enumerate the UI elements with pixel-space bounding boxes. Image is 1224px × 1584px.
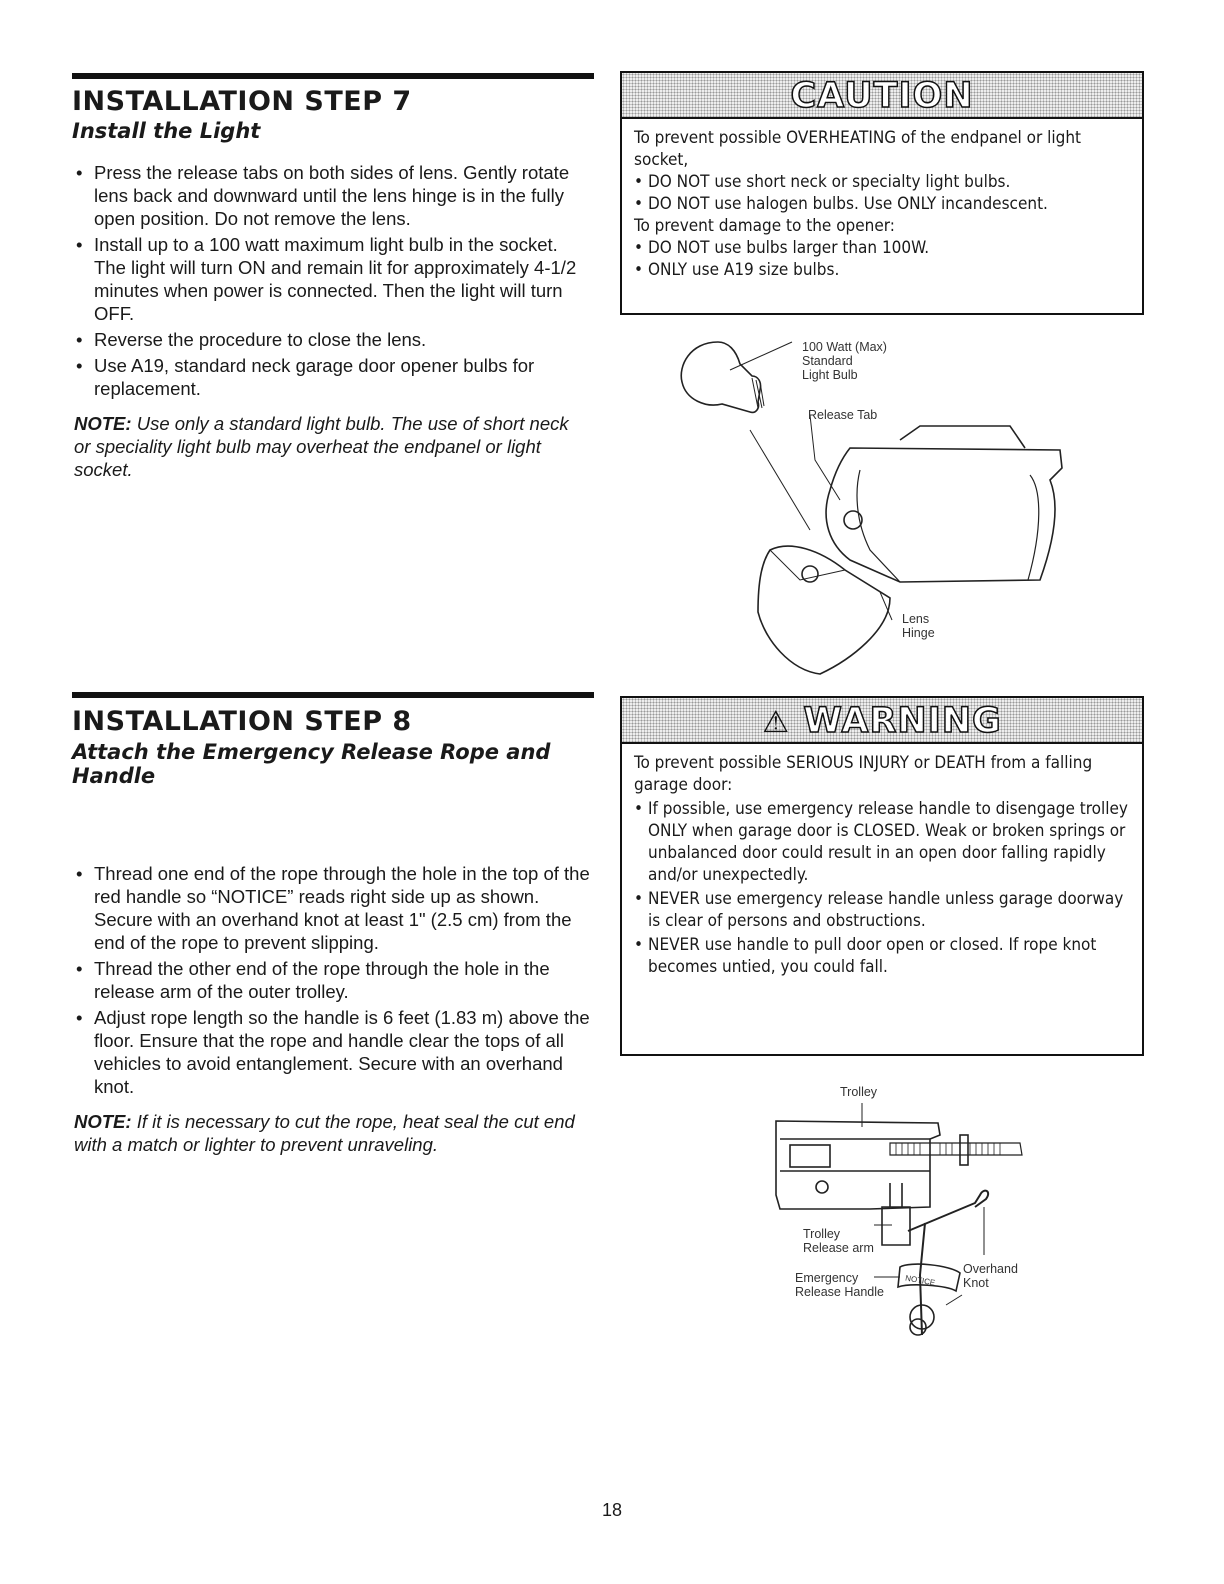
step8-note	[74, 1110, 590, 1156]
handle-label: Emergency Release Handle	[795, 1271, 884, 1299]
note-label: NOTE:	[74, 413, 132, 434]
note-text: If it is necessary to cut the rope, heat seal the cut end with a match or lighter to prevent unraveling.	[74, 1111, 575, 1155]
caution-line: To prevent possible OVERHEATING of the endpanel or light socket,	[634, 128, 1082, 170]
caution-bullet: • ONLY use A19 size bulbs.	[634, 259, 1132, 281]
list-item: • Thread the other end of the rope through the hole in the release arm of the outer trolley.	[74, 957, 590, 1003]
step8-subtitle: Attach the Emergency Release Rope and Handle	[72, 740, 551, 789]
warning-banner-text: WARNING	[803, 701, 1002, 741]
release-rope	[908, 1191, 988, 1231]
opener-housing	[826, 448, 1062, 582]
lens-hinge-label: Lens Hinge	[902, 612, 935, 640]
page-number: 18	[601, 1500, 623, 1520]
trolley-release-illustration	[770, 1095, 1050, 1355]
caution-box	[620, 71, 1144, 315]
release-arm-label: Trolley Release arm	[803, 1227, 874, 1255]
caution-line: To prevent damage to the opener:	[634, 216, 895, 236]
note-label: NOTE:	[74, 1111, 132, 1132]
step7-rule	[72, 73, 594, 79]
caution-banner-text: CAUTION	[790, 76, 974, 116]
trolley-release-arm	[882, 1207, 910, 1245]
warning-banner-line	[622, 698, 1142, 742]
light-bulb-lens-illustration	[670, 330, 1090, 690]
list-item: • Adjust rope length so the handle is 6 feet (1.83 m) above the floor. Ensure that the rope and handle clear the tops of all vehicles to avoid entanglement. Secure with an overhand knot.	[74, 1006, 590, 1098]
list-item: • Use A19, standard neck garage door opener bulbs for replacement.	[74, 354, 590, 400]
list-item: • Install up to a 100 watt maximum light bulb in the socket. The light will turn ON and remain lit for approximately 4-1/2 minutes when power is connected. Then the light will turn OFF.	[74, 233, 590, 325]
caution-body	[634, 127, 1132, 281]
warning-bullet: • If possible, use emergency release handle to disengage trolley ONLY when garage door is CLOSED. Weak or broken springs or unbalanced door could result in an open door falling rapidly and/or unexpectedly.	[634, 798, 1132, 886]
list-item: • Press the release tabs on both sides of lens. Gently rotate lens back and downward until the lens hinge is in the fully open position. Do not remove the lens.	[74, 161, 590, 230]
trolley-label: Trolley	[840, 1085, 878, 1099]
handle-notice-text: NOTICE	[904, 1273, 936, 1288]
step7-bullet-list	[74, 161, 590, 403]
caution-bullet: • DO NOT use halogen bulbs. Use ONLY incandescent.	[634, 193, 1132, 215]
step7-note	[74, 412, 590, 481]
step8-rule	[72, 692, 594, 698]
step7-title: INSTALLATION STEP 7	[72, 86, 412, 117]
step8-bullet-list	[74, 862, 590, 1101]
light-bulb-icon	[681, 342, 760, 412]
warning-body	[634, 752, 1132, 978]
warning-box	[620, 696, 1144, 1056]
warning-bullet: • NEVER use emergency release handle unless garage doorway is clear of persons and obstructions.	[634, 888, 1132, 932]
bulb-label: 100 Watt (Max) Standard Light Bulb	[802, 340, 887, 382]
caution-bullet: • DO NOT use short neck or specialty light bulbs.	[634, 171, 1132, 193]
trolley-body	[776, 1121, 940, 1209]
caution-bullet: • DO NOT use bulbs larger than 100W.	[634, 237, 1132, 259]
warning-triangle-icon: ⚠	[762, 705, 791, 740]
warning-intro: To prevent possible SERIOUS INJURY or DEATH from a falling garage door:	[634, 753, 1093, 795]
list-item: • Thread one end of the rope through the hole in the top of the red handle so “NOTICE” reads right side up as shown. Secure with an overhand knot at least 1" (2.5 cm) from the end of the rope to prevent slipping.	[74, 862, 590, 954]
step8-title: INSTALLATION STEP 8	[72, 706, 412, 737]
note-text: Use only a standard light bulb. The use of short neck or speciality light bulb may overheat the endpanel or light socket.	[74, 413, 569, 480]
release-tab-label: Release Tab	[808, 408, 878, 422]
warning-bullet: • NEVER use handle to pull door open or closed. If rope knot becomes untied, you could fall.	[634, 934, 1132, 978]
list-item: • Reverse the procedure to close the lens.	[74, 328, 590, 351]
knot-label: Overhand Knot	[963, 1262, 1018, 1290]
step7-subtitle: Install the Light	[72, 119, 261, 143]
lens	[758, 546, 890, 674]
